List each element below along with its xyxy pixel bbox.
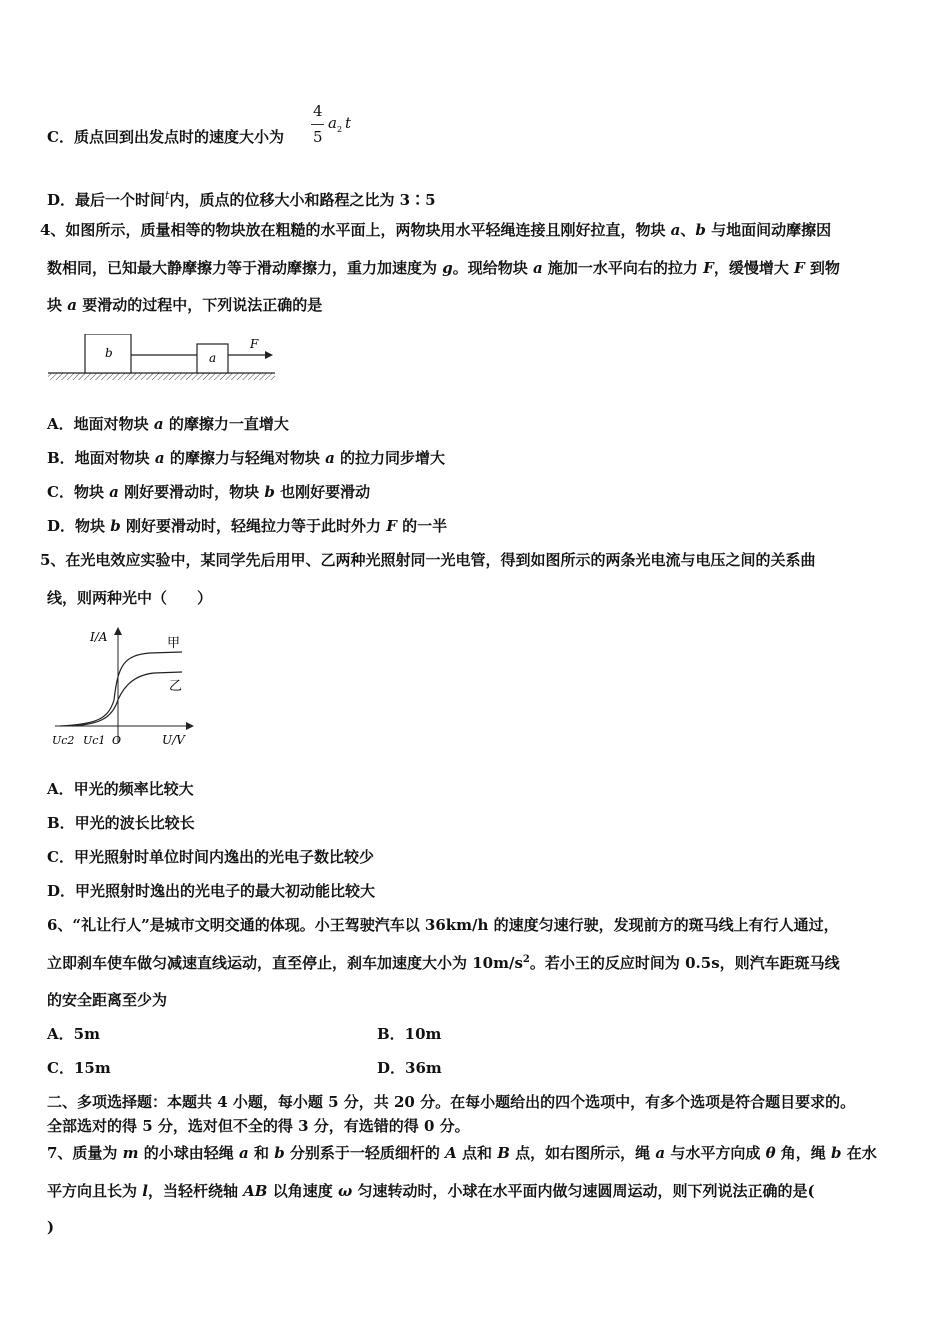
- force-arrow-head: [265, 351, 273, 359]
- y-axis-label: I/A: [90, 630, 108, 644]
- q6-option-a: A．5m: [47, 1025, 100, 1043]
- q3-option-c: C．质点回到出发点时的速度大小为: [47, 128, 284, 146]
- q3-fraction-denominator: 5: [313, 128, 323, 146]
- ground-hatch: [48, 373, 275, 380]
- q6-stem-line1: 6、“礼让行人”是城市文明交通的体现。小王驾驶汽车以 36km/h 的速度匀速行驶，发现前方的斑马线上有行人通过，: [47, 916, 839, 934]
- q4-stem-line1: 4、如图所示，质量相等的物块放在粗糙的水平面上，两物块用水平轻绳连接且刚好拉直，物块 a、b 与地面间动摩擦因: [40, 221, 832, 239]
- q5-option-c: C．甲光照射时单位时间内逸出的光电子数比较少: [47, 848, 374, 866]
- legend-yi: 乙: [169, 679, 183, 694]
- q4-option-a: A．地面对物块 a 的摩擦力一直增大: [47, 415, 289, 433]
- legend-jia: 甲: [167, 636, 181, 651]
- q4-option-b: B．地面对物块 a 的摩擦力与轻绳对物块 a 的拉力同步增大: [47, 449, 446, 467]
- q6-stem-line3: 的安全距离至少为: [47, 991, 168, 1009]
- q7-stem-line1: 7、质量为 m 的小球由轻绳 a 和 b 分别系于一轻质细杆的 A 点和 B 点，如右图所示，绳 a 与水平方向成 θ 角，绳 b 在水: [47, 1144, 877, 1162]
- q4-stem-line2: 数相同，已知最大静摩擦力等于滑动摩擦力，重力加速度为 g。现给物块 a 施加一水平向右的拉力 F，缓慢增大 F 到物: [47, 259, 840, 277]
- series-yi-curve: [72, 672, 182, 726]
- q5-option-b: B．甲光的波长比较长: [47, 814, 195, 832]
- block-b-label: b: [105, 346, 113, 360]
- q7-stem-line3: ): [47, 1218, 55, 1236]
- q3-fraction-numerator: 4: [313, 102, 323, 120]
- q3-option-d: D．最后一个时间$^t$内，质点的位移大小和路程之比为 3∶5: [47, 189, 436, 209]
- q5-photoelectric-chart: [50, 625, 200, 750]
- x-tick-origin: O: [112, 734, 122, 747]
- q6-stem-line2: 立即刹车使车做匀减速直线运动，直至停止，刹车加速度大小为 $10m/s^2$。若小王的反应时间为 0.5s，则汽车距斑马线: [47, 954, 840, 972]
- q6-option-c: C．15m: [47, 1059, 111, 1077]
- series-jia-curve: [60, 652, 182, 726]
- q3-fraction-bar: [311, 124, 324, 125]
- x-tick-uc2: Uc2: [52, 734, 75, 747]
- q5-stem-line1: 5、在光电效应实验中，某同学先后用甲、乙两种光照射同一光电管，得到如图所示的两条光电流与电压之间的关系曲: [40, 551, 816, 569]
- section2-heading-line1: 二、多项选择题：本题共 4 小题，每小题 5 分，共 20 分。在每小题给出的四个选项中，有多个选项是符合题目要求的。: [47, 1093, 856, 1111]
- q5-stem-line2: 线，则两种光中（ ）: [47, 589, 213, 607]
- q4-stem-line3: 块 a 要滑动的过程中，下列说法正确的是: [47, 296, 323, 314]
- force-label: F: [250, 337, 259, 351]
- q4-figure-blocks: [45, 334, 285, 384]
- q7-stem-line2: 平方向且长为 l，当轻杆绕轴 AB 以角速度 ω 匀速转动时，小球在水平面内做匀速圆周运动，则下列说法正确的是(: [47, 1182, 815, 1200]
- q4-option-d: D．物块 b 刚好要滑动时，轻绳拉力等于此时外力 F 的一半: [47, 517, 448, 535]
- x-tick-uc1: Uc1: [83, 734, 106, 747]
- section2-heading-line2: 全部选对的得 5 分，选对但不全的得 3 分，有选错的得 0 分。: [47, 1117, 470, 1135]
- q5-option-d: D．甲光照射时逸出的光电子的最大初动能比较大: [47, 882, 376, 900]
- x-axis-arrow: [186, 722, 194, 730]
- y-axis-arrow: [114, 627, 122, 635]
- block-a-label: a: [209, 351, 217, 365]
- q5-option-a: A．甲光的频率比较大: [47, 780, 194, 798]
- q6-option-b: B．10m: [377, 1025, 442, 1043]
- q6-option-d: D．36m: [377, 1059, 442, 1077]
- q4-option-c: C．物块 a 刚好要滑动时，物块 b 也刚好要滑动: [47, 483, 371, 501]
- q3-variable-a: $a_2$ t: [328, 114, 352, 134]
- x-axis-label: U/V: [162, 733, 185, 747]
